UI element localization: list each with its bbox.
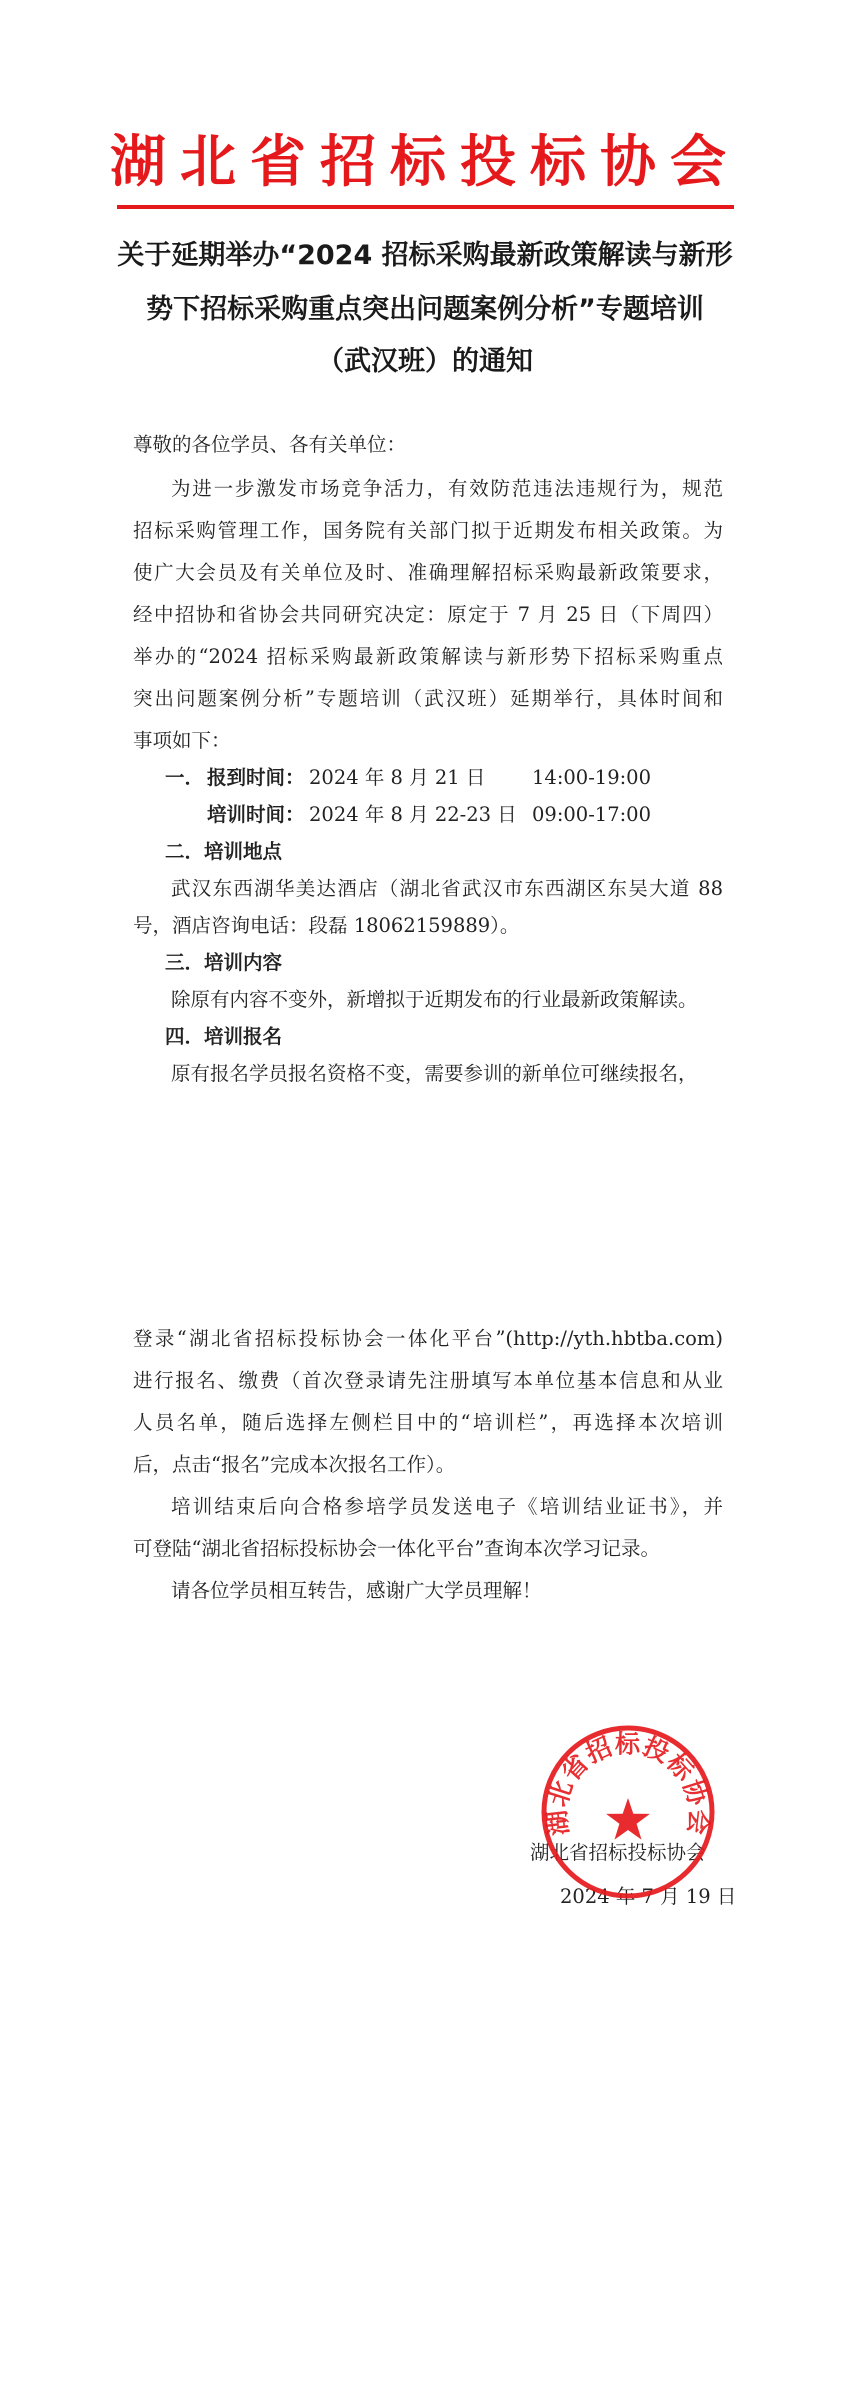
intro-line-5: 举办的“2024 招标采购最新政策解读与新形势下招标采购重点 bbox=[133, 645, 723, 668]
section-4-heading: 四．培训报名 bbox=[165, 1025, 283, 1048]
training-time: 09:00-17:00 bbox=[532, 803, 651, 826]
signature-org: 湖北省招标投标协会 bbox=[530, 1841, 706, 1864]
seal-arc-text: 湖北省招标投标协会 bbox=[542, 1729, 714, 1837]
intro-line-3: 使广大会员及有关单位及时、准确理解招标采购最新政策要求， bbox=[133, 561, 723, 584]
notice-title-line-2: 势下招标采购重点突出问题案例分析”专题培训 bbox=[146, 294, 704, 325]
registration-line: 原有报名学员报名资格不变，需要参训的新单位可继续报名， bbox=[171, 1062, 698, 1085]
section-2-heading: 二．培训地点 bbox=[165, 840, 283, 863]
closing-line-2: 可登陆“湖北省招标投标协会一体化平台”查询本次学习记录。 bbox=[133, 1537, 660, 1560]
seal-star-icon bbox=[606, 1798, 650, 1840]
final-line: 请各位学员相互转告，感谢广大学员理解！ bbox=[171, 1579, 542, 1602]
intro-line-6: 突出问题案例分析”专题培训（武汉班）延期举行，具体时间和 bbox=[133, 687, 723, 710]
intro-line-2: 招标采购管理工作，国务院有关部门拟于近期发布相关政策。为 bbox=[133, 519, 723, 542]
closing-line-1: 培训结束后向合格参培学员发送电子《培训结业证书》，并 bbox=[171, 1495, 723, 1518]
checkin-label: 报到时间： bbox=[207, 766, 305, 789]
intro-line-7: 事项如下： bbox=[133, 729, 231, 752]
letterhead-title: 湖北省招标投标协会 bbox=[110, 130, 740, 195]
checkin-date: 2024 年 8 月 21 日 bbox=[309, 766, 486, 789]
page2-line-1: 登录“湖北省招标投标协会一体化平台”(http://yth.hbtba.com) bbox=[133, 1327, 723, 1350]
official-seal bbox=[538, 1722, 718, 1902]
location-line-1: 武汉东西湖华美达酒店（湖北省武汉市东西湖区东吴大道 88 bbox=[171, 877, 723, 900]
training-date: 2024 年 8 月 22-23 日 bbox=[309, 803, 517, 826]
notice-title-line-3: （武汉班）的通知 bbox=[317, 346, 533, 377]
notice-title-line-1: 关于延期举办“2024 招标采购最新政策解读与新形 bbox=[117, 240, 733, 271]
signature-date: 2024 年 7 月 19 日 bbox=[560, 1885, 737, 1908]
section-3-heading: 三．培训内容 bbox=[165, 951, 283, 974]
salutation: 尊敬的各位学员、各有关单位： bbox=[133, 433, 407, 456]
page2-line-4: 后，点击“报名”完成本次报名工作）。 bbox=[133, 1453, 456, 1476]
page2-line-2: 进行报名、缴费（首次登录请先注册填写本单位基本信息和从业 bbox=[133, 1369, 723, 1392]
intro-line-4: 经中招协和省协会共同研究决定：原定于 7 月 25 日（下周四） bbox=[133, 603, 723, 626]
letterhead-rule bbox=[117, 205, 734, 209]
section-1-number: 一． bbox=[165, 766, 205, 789]
intro-line-1: 为进一步激发市场竞争活力，有效防范违法违规行为，规范 bbox=[171, 477, 723, 500]
content-line: 除原有内容不变外，新增拟于近期发布的行业最新政策解读。 bbox=[171, 988, 698, 1011]
page2-line-3: 人员名单，随后选择左侧栏目中的“培训栏”，再选择本次培训 bbox=[133, 1411, 723, 1434]
checkin-time: 14:00-19:00 bbox=[532, 766, 651, 789]
training-time-label: 培训时间： bbox=[207, 803, 305, 826]
location-line-2: 号，酒店咨询电话：段磊 18062159889）。 bbox=[133, 914, 520, 937]
